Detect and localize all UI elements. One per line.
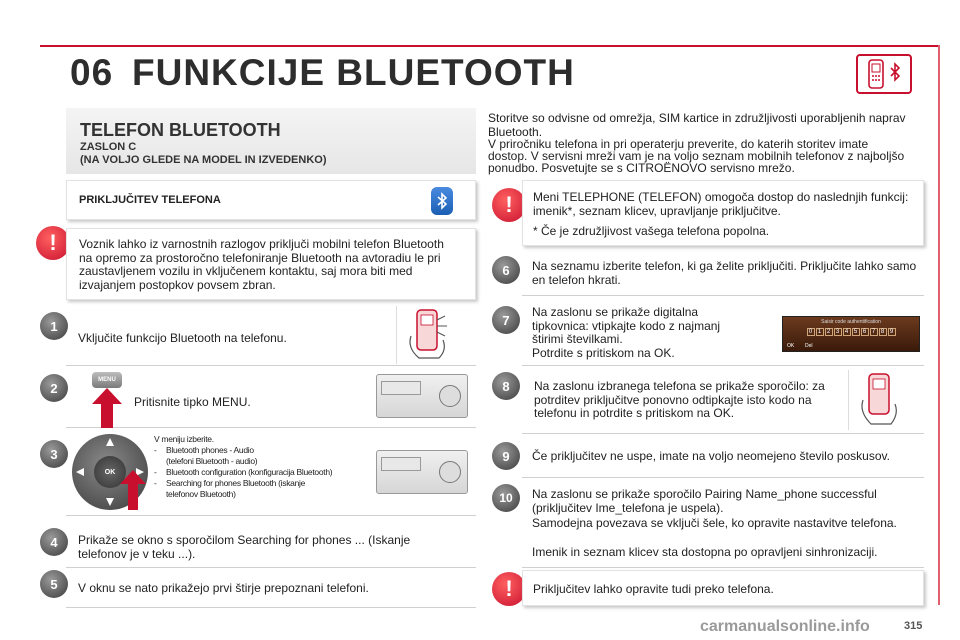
step-2-row	[66, 366, 476, 428]
step-1-row	[66, 304, 476, 366]
telephone-menu-note: * Če je združljivost vašega telefona popolna.	[533, 224, 770, 238]
intro-text-1: Storitve so odvisne od omrežja, SIM kartice in združljivosti uporabljenih naprav Bluetooth.	[488, 111, 906, 139]
telephone-menu-text: Meni TELEPHONE (TELEFON) omogoča dostop do naslednjih funkcij: imenik*, seznam klicev, upravljanje priključitve.	[533, 190, 909, 218]
warning-text-left: Voznik lahko iz varnostnih razlogov priključi mobilni telefon Bluetooth na opremo za prostoročno telefoniranje Bluetooth na avtoradiu le pri zaustavljenem vozilu in vključenem kontaktu, saj mora biti med izvajanjem postopkov povsem zbran.	[79, 237, 444, 292]
watermark: carmanualsonline.info	[700, 618, 870, 635]
step-2-text: Pritisnite tipko MENU.	[134, 395, 251, 409]
menu-option-2: - Bluetooth configuration (konfiguracija Bluetooth)	[154, 467, 333, 477]
pairing-heading: PRIKLJUČITEV TELEFONA	[79, 194, 221, 206]
warning-box-left	[66, 228, 476, 300]
radio-illustration-2	[376, 450, 468, 494]
step-4-row	[66, 516, 476, 568]
menu-option-3-translation: telefonov Bluetooth)	[166, 489, 236, 499]
keypad-title: Saisir code authentification	[821, 319, 881, 325]
section-subtitle-line1: ZASLON C	[80, 141, 137, 153]
step-4-badge: 4	[40, 528, 68, 556]
bluetooth-icon	[431, 187, 453, 215]
step-10-text-1: Na zaslonu se prikaže sporočilo Pairing Name_phone successful (priključitev Ime_telefona je uspela).	[532, 487, 877, 515]
menu-option-1-translation: (telefoni Bluetooth - audio)	[166, 456, 258, 466]
intro-text-2: V priročniku telefona in pri operaterju preverite, do katerih storitev imate dostop. V servisni mreži vam je na voljo seznam mobilnih telefonov z najboljšo ponudbo. Posvetujte se s CITROËNOVO servisno mrežo.	[488, 137, 905, 175]
pairing-heading-box	[66, 180, 476, 220]
step-8-row	[522, 366, 924, 434]
step-1-badge: 1	[40, 312, 68, 340]
step-8-badge: 8	[492, 372, 520, 400]
ok-label: OK	[104, 468, 116, 476]
right-edge-rule	[938, 45, 940, 605]
step-8-text: Na zaslonu izbranega telefona se prikaže sporočilo: za potrditev priključitve ponovno odtipkajte isto kodo na telefonu in potrdite s pritiskom na OK.	[534, 379, 825, 420]
telephone-menu-box	[522, 180, 924, 246]
section-title: TELEFON BLUETOOTH	[80, 120, 281, 140]
step-5-row	[66, 568, 476, 608]
step-3-intro: V meniju izberite.	[154, 434, 214, 444]
step-10-row	[522, 478, 924, 568]
warning-icon-left: !	[36, 226, 70, 260]
keypad-screen-illustration	[782, 316, 920, 352]
step-6-text: Na seznamu izberite telefon, ki ga želite priključiti. Priključite lahko samo en telefon hkrati.	[532, 259, 917, 287]
warning-icon-right-2: !	[492, 572, 526, 606]
step-9-text: Če priključitev ne uspe, imate na voljo neomejeno število poskusov.	[532, 449, 890, 463]
step-1-text: Vključite funkcijo Bluetooth na telefonu.	[78, 331, 287, 345]
step-9-badge: 9	[492, 442, 520, 470]
step-2-badge: 2	[40, 374, 68, 402]
section-subtitle	[80, 141, 327, 167]
warning-icon-right-1: !	[492, 188, 526, 222]
step-9-row	[522, 434, 924, 478]
press-arrow-icon	[92, 388, 122, 433]
step-10-badge: 10	[492, 484, 520, 512]
menu-option-3: - Searching for phones Bluetooth (iskanje	[154, 478, 306, 488]
page-number: 315	[904, 620, 923, 632]
section-subtitle-line2: (NA VOLJO GLEDE NA MODEL IN IZVEDENKO)	[80, 154, 327, 166]
step-7-text: Na zaslonu se prikaže digitalna tipkovnica: vtipkajte kodo z najmanj štirimi številkami.	[532, 305, 721, 346]
step-7-confirm: Potrdite s pritiskom na OK.	[532, 346, 675, 360]
step-4-text: Prikaže se okno s sporočilom Searching for phones ... (Iskanje telefonov je v teku ...).	[78, 533, 411, 561]
step-10-text-2: Samodejna povezava se vključi šele, ko opravite nastavitve telefona.	[532, 516, 897, 530]
step-3-badge: 3	[40, 440, 68, 468]
menu-key	[92, 372, 122, 388]
phone-hand-illustration	[396, 306, 466, 364]
phone-hand-illustration-2	[848, 370, 918, 430]
phone-pairing-note-box	[522, 570, 924, 606]
chapter-number: 06	[70, 52, 114, 93]
bluetooth-phone-icon	[856, 54, 912, 94]
step-7-badge: 7	[492, 306, 520, 334]
step-5-badge: 5	[40, 570, 68, 598]
menu-option-1: - Bluetooth phones - Audio	[154, 445, 254, 455]
chapter-title: FUNKCIJE BLUETOOTH	[132, 52, 575, 93]
menu-key-label: MENU	[98, 377, 116, 383]
step-10-text-3: Imenik in seznam klicev sta dostopna po opravljeni sinhronizaciji.	[532, 545, 878, 559]
step-3-row	[66, 428, 476, 516]
radio-illustration	[376, 374, 468, 418]
keypad-digits: 0 1 2 3 4 5 6 7 8 9	[783, 328, 919, 336]
keypad-ok: OK	[787, 343, 795, 349]
press-arrow-icon-2	[120, 470, 146, 515]
step-3-menu-text	[154, 434, 384, 500]
step-6-badge: 6	[492, 256, 520, 284]
step-5-text: V oknu se nato prikažejo prvi štirje prepoznani telefoni.	[78, 581, 369, 595]
intro-box	[484, 108, 924, 176]
header-rule	[40, 45, 940, 47]
keypad-del: Del	[805, 343, 813, 349]
phone-pairing-note: Priključitev lahko opravite tudi preko telefona.	[533, 582, 774, 596]
step-6-row	[522, 250, 924, 296]
